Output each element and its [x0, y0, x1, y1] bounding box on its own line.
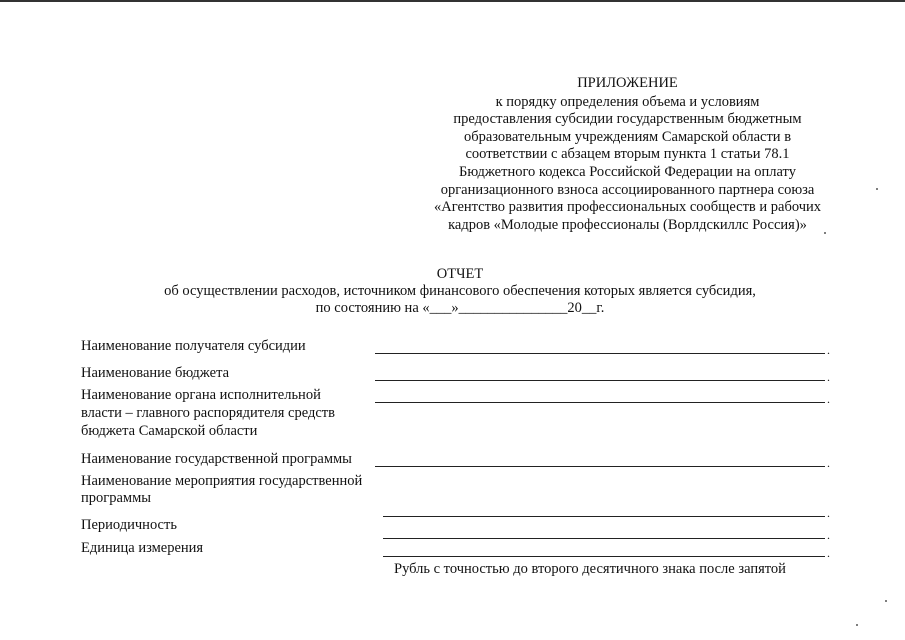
periodicity-label: Периодичность — [81, 517, 177, 533]
scan-speck — [885, 600, 887, 602]
authority-label-line-2: власти – главного распорядителя средств — [81, 405, 335, 421]
unit-label: Единица измерения — [81, 540, 204, 556]
activity-label-line-1: Наименование мероприятия государственной — [81, 473, 363, 489]
report-header — [80, 266, 840, 317]
appendix-line: образовательным учреждениям Самарской области в — [463, 128, 792, 145]
appendix-title: ПРИЛОЖЕНИЕ — [577, 75, 678, 91]
report-title: ОТЧЕТ — [436, 266, 484, 282]
line-end-dot: . — [827, 370, 830, 384]
line-end-dot: . — [827, 343, 830, 357]
scan-speck — [824, 232, 826, 234]
report-subtitle: об осуществлении расходов, источником финансового обеспечения которых является субсидия, — [164, 283, 756, 299]
periodicity-fill-line[interactable] — [383, 538, 825, 539]
activity-label-line-2: программы — [81, 490, 151, 506]
appendix-line: «Агентство развития профессиональных сообществ и рабочих — [433, 199, 822, 216]
appendix-line: предоставления субсидии государственным бюджетным — [453, 111, 802, 128]
budget-fill-line[interactable] — [375, 380, 825, 381]
line-end-dot: . — [827, 392, 830, 406]
authority-label-line-3: бюджета Самарской области — [81, 423, 258, 439]
unit-note: Рубль с точностью до второго десятичного знака после запятой — [394, 561, 786, 577]
report-date-line: по состоянию на «___»_______________20__г. — [315, 300, 605, 316]
recipient-label: Наименование получателя субсидии — [81, 338, 306, 354]
unit-fill-line[interactable] — [383, 556, 825, 557]
line-end-dot: . — [827, 456, 830, 470]
appendix-block — [400, 75, 855, 234]
budget-label: Наименование бюджета — [81, 365, 230, 381]
line-end-dot: . — [827, 506, 830, 520]
authority-label-line-1: Наименование органа исполнительной — [81, 387, 321, 403]
program-fill-line[interactable] — [375, 466, 825, 467]
top-border — [0, 0, 905, 2]
activity-fill-line[interactable] — [383, 516, 825, 517]
appendix-line: кадров «Молодые профессионалы (Ворлдскиллс Россия)» — [448, 216, 807, 233]
appendix-line: соответствии с абзацем вторым пункта 1 статьи 78.1 — [465, 146, 790, 163]
program-label: Наименование государственной программы — [81, 451, 352, 467]
scan-speck — [856, 624, 858, 626]
line-end-dot: . — [827, 528, 830, 542]
authority-fill-line[interactable] — [375, 402, 825, 403]
appendix-line: к порядку определения объема и условиям — [495, 93, 760, 110]
line-end-dot: . — [827, 546, 830, 560]
recipient-fill-line[interactable] — [375, 353, 825, 354]
scan-speck — [876, 188, 878, 190]
appendix-line: Бюджетного кодекса Российской Федерации на оплату — [459, 163, 796, 180]
appendix-line: организационного взноса ассоциированного партнера союза — [440, 181, 815, 198]
